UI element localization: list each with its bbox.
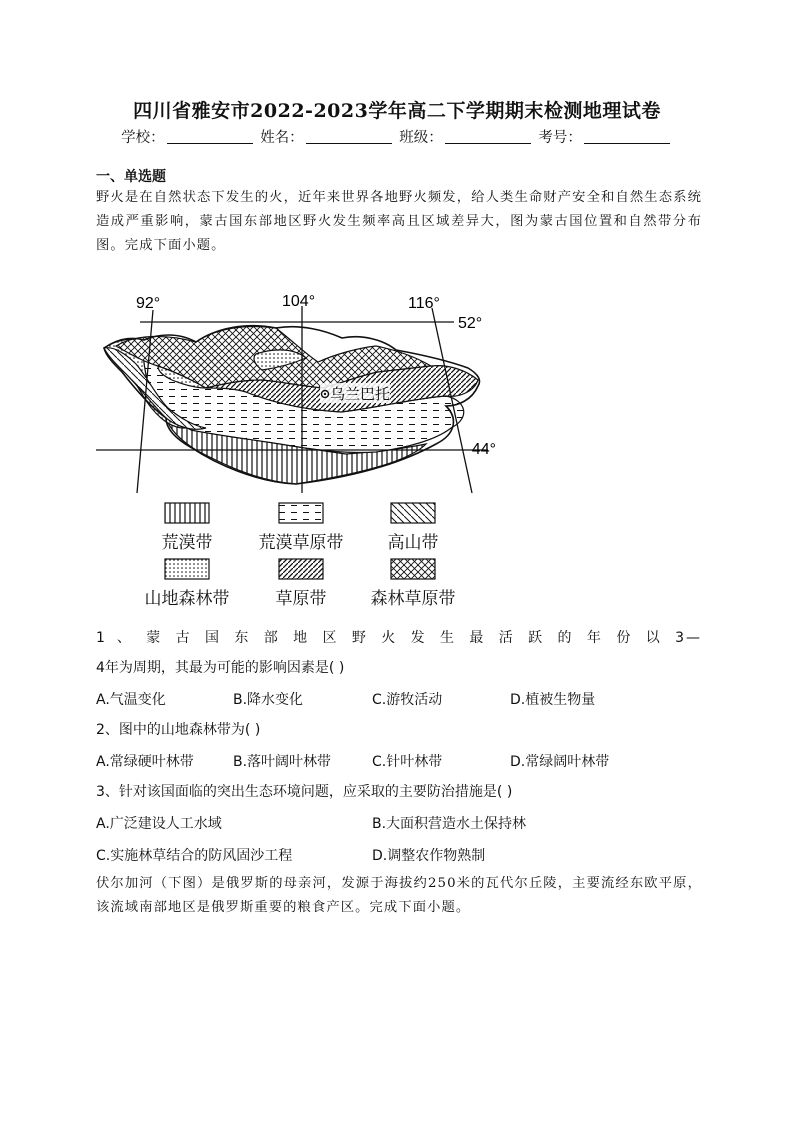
q1-option-d[interactable]: D.植被生物量	[510, 692, 596, 708]
latitude-label-44: 44°	[471, 441, 496, 458]
q1-option-b[interactable]: B.降水变化	[233, 692, 304, 708]
passage-volga: 伏尔加河（下图）是俄罗斯的母亲河，发源于海拔约250米的瓦代尔丘陵，主要流经东欧平原，该流域南部地区是俄罗斯重要的粮食产区。完成下面小题。	[96, 876, 702, 915]
longitude-label-116: 116°	[408, 295, 440, 312]
q3-option-d[interactable]: D.调整农作物熟制	[372, 848, 486, 864]
legend-label-forest-steppe: 森林草原带	[370, 589, 456, 609]
legend-swatch-forest-steppe	[390, 558, 436, 580]
q2-option-d[interactable]: D.常绿阔叶林带	[510, 754, 610, 770]
legend-swatch-desert-steppe	[278, 502, 324, 524]
class-blank	[445, 129, 531, 144]
school-blank	[167, 129, 253, 144]
longitude-label-92: 92°	[136, 295, 161, 312]
question-2: 2、图中的山地森林带为( )	[96, 722, 261, 738]
question-1-line-1: 1 、 蒙 古 国 东 部 地 区 野 火 发 生 最 活 跃 的 年 份 以 3—	[96, 630, 702, 646]
question-1-line-2: 4年为周期，其最为可能的影响因素是( )	[96, 660, 345, 676]
q2-option-a[interactable]: A.常绿硬叶林带	[96, 754, 194, 770]
class-label: 班级：	[399, 130, 443, 146]
city-label: 乌兰巴托	[330, 385, 391, 403]
latitude-label-52: 52°	[458, 315, 483, 332]
legend-swatch-desert	[164, 502, 210, 524]
q1-option-a[interactable]: A.气温变化	[96, 692, 166, 708]
name-label: 姓名：	[260, 130, 304, 146]
passage-wildfire: 野火是在自然状态下发生的火，近年来世界各地野火频发，给人类生命财产安全和自然生态系统造成严重影响，蒙古国东部地区野火发生频率高且区域差异大，图为蒙古国位置和自然带分布图。完成下面小题。	[96, 190, 702, 253]
q2-option-b[interactable]: B.落叶阔叶林带	[233, 754, 332, 770]
legend-swatch-alpine	[390, 502, 436, 524]
exam-number-blank	[584, 129, 670, 144]
longitude-label-104: 104°	[282, 293, 316, 310]
legend-swatch-mountain-forest	[164, 558, 210, 580]
section-title: 一、单选题	[96, 169, 166, 185]
legend-swatch-steppe	[278, 558, 324, 580]
q1-option-c[interactable]: C.游牧活动	[372, 692, 443, 708]
legend-label-alpine: 高山带	[387, 533, 439, 553]
legend-label-desert-steppe: 荒漠草原带	[258, 533, 344, 553]
q3-option-c[interactable]: C.实施林草结合的防风固沙工程	[96, 848, 293, 864]
page-title: 四川省雅安市2022-2023学年高二下学期期末检测地理试卷	[133, 100, 661, 122]
legend-label-steppe: 草原带	[275, 589, 327, 609]
legend-label-mountain-forest: 山地森林带	[144, 589, 230, 609]
q3-option-a[interactable]: A.广泛建设人工水域	[96, 816, 222, 832]
student-info-line	[0, 126, 794, 147]
exam-number-label: 考号：	[538, 130, 582, 146]
q2-option-c[interactable]: C.针叶林带	[372, 754, 443, 770]
question-3: 3、针对该国面临的突出生态环境问题，应采取的主要防治措施是( )	[96, 784, 513, 800]
q3-option-b[interactable]: B.大面积营造水土保持林	[372, 816, 527, 832]
name-blank	[306, 129, 392, 144]
school-label: 学校：	[121, 130, 165, 146]
city-marker-dot	[324, 393, 326, 395]
legend-label-desert: 荒漠带	[161, 533, 213, 553]
mongolia-natural-zone-map	[96, 288, 496, 498]
